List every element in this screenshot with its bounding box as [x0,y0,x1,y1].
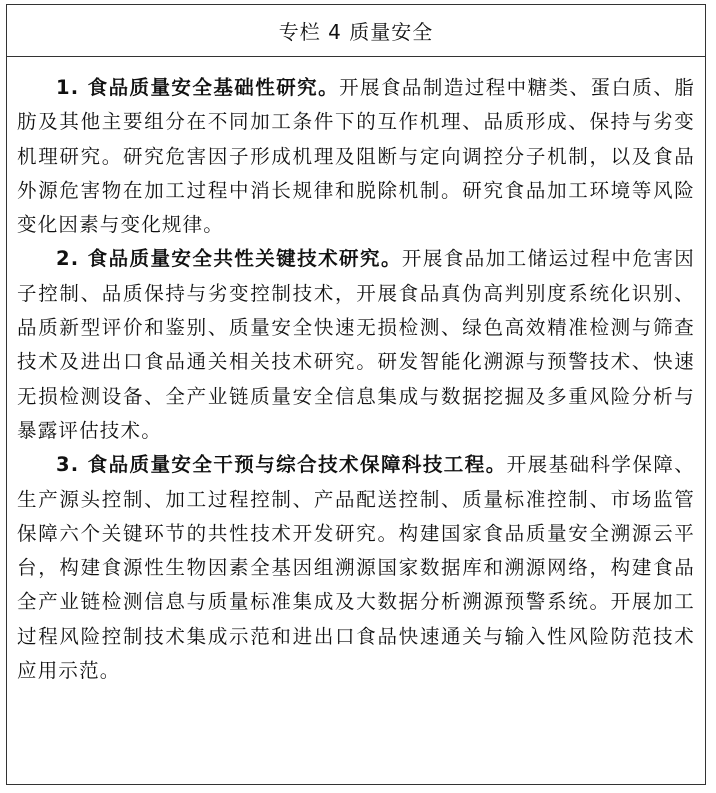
paragraph-body: 开展基础科学保障、生产源头控制、加工过程控制、产品配送控制、质量标准控制、市场监管保障六个关键环节的共性技术开发研究。构建国家食品质量安全溯源云平台，构建食源性生物因素全基因组溯源国家数据库和溯源网络，构建食品全产业链检测信息与质量标准集成及大数据分析溯源预警系统。开展加工过程风险控制技术集成示范和进出口食品快速通关与输入性风险防范技术应用示范。 [17,453,695,683]
paragraph-lead: 3. 食品质量安全干预与综合技术保障科技工程。 [56,453,507,477]
box-title: 专栏 4 质量安全 [7,5,705,57]
paragraph-basic-research [17,71,695,242]
paragraph-lead: 2. 食品质量安全共性关键技术研究。 [56,247,402,271]
paragraph-lead: 1. 食品质量安全基础性研究。 [56,76,340,99]
paragraph-key-technology [17,242,695,448]
box-content [7,57,705,688]
paragraph-body: 开展食品加工储运过程中危害因子控制、品质保持与劣变控制技术，开展食品真伪高判别度系统化识别、品质新型评价和鉴别、质量安全快速无损检测、绿色高效精准检测与筛查技术及进出口食品通关相关技术研究。研发智能化溯源与预警技术、快速无损检测设备、全产业链质量安全信息集成与数据挖掘及多重风险分析与暴露评估技术。 [17,247,695,442]
paragraph-engineering [17,448,695,688]
paragraph-body: 开展食品制造过程中糖类、蛋白质、脂肪及其他主要组分在不同加工条件下的互作机理、品质形成、保持与劣变机理研究。研究危害因子形成机理及阻断与定向调控分子机制，以及食品外源危害物在加工过程中消长规律和脱除机制。研究食品加工环境等风险变化因素与变化规律。 [17,76,696,237]
column-box [6,4,706,785]
